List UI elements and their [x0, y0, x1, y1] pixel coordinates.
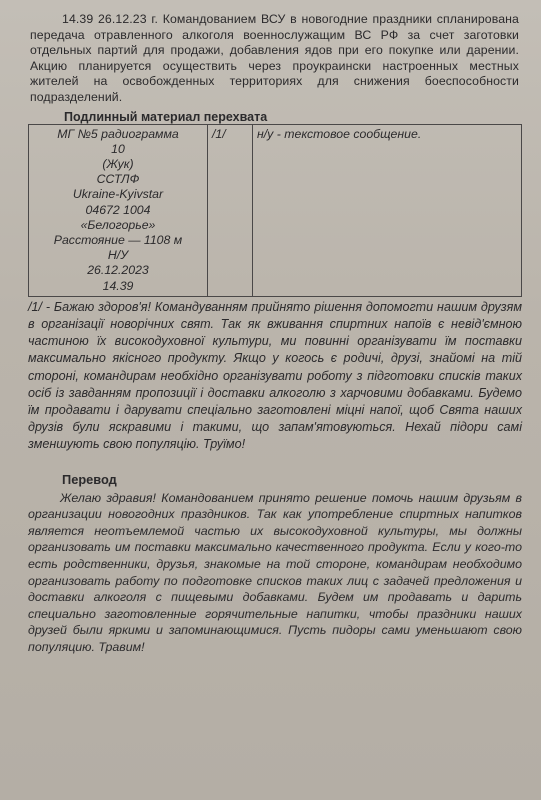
meta-line: «Белогорье» [80, 217, 156, 232]
original-text: /1/ - Бажаю здоров'я! Командуванням прийнято рішення допомогти нашим друзям в організації новорічних свят. Так як вживання спиртних напоїв є невід'ємною частиною їх високодуховної культури, ми повинні організувати їм поставки максимально якісного продукту. Якщо у когось є родичі, друзі, знайомі на тій стороні, командирам необхідно організувати роботу з підготовки списків таких осіб із завданням пропозиції і доставки алкоголю з харчовими добавками. Будемо їм продавати і дарувати спеціально заготовлені міцні напої, щоб Свята наших друзів були яскравими і такими, що запам'ятовуються. Нехай підори самі зменшують свою популяцію. Труїмо! [28, 299, 522, 452]
meta-line: Н/У [107, 248, 129, 263]
intro-paragraph [22, 12, 519, 106]
intercept-ref-cell: /1/ [208, 124, 253, 296]
meta-line: 10 [111, 141, 125, 156]
meta-line: ССТЛФ [96, 172, 140, 187]
meta-line: МГ №5 радиограмма [57, 126, 179, 141]
intro-text: 14.39 26.12.23 г. Командованием ВСУ в новогодние праздники спланирована передача отравленного алкоголя военнослужащим ВС РФ за счет заготовки отдельных партий для продажи, добавления ядов при его покупке или дарении. Акцию планируется осуществить через проукраински настроенных местных жителей на освобожденных территориях для снижения боеспособности подразделений. [30, 12, 519, 104]
intercept-meta-cell [29, 124, 208, 296]
intercept-note-cell: н/у - текстовое сообщение. [253, 124, 522, 296]
intercept-title: Подлинный материал перехвата [64, 109, 268, 124]
intercept-table [28, 124, 522, 297]
meta-line: 26.12.2023 [87, 263, 149, 278]
translation-heading: Перевод [62, 471, 117, 487]
translation-text: Желаю здравия! Командованием принято решение помочь нашим друзьям в организации новогодних праздников. Так как употребление спиртных напитков является неотъемлемой частью их высокодуховной культуры, мы должны организовать им поставки максимально качественного продукта. Если у кого-то есть родственники, друзья, знакомые на той стороне, командирам необходимо организовать работу по подготовке списков таких лиц с задачей предложения и доставки алкоголя с пищевыми добавками. Будем им продавать и дарить специально заготовленные горячительные напитки, чтобы праздники наших друзей были яркими и запоминающимися. Пусть пидоры сами уменьшают свою популяцию. Травим! [28, 490, 522, 654]
table-row [29, 124, 522, 296]
translation-paragraph [28, 490, 522, 656]
meta-line: (Жук) [102, 156, 134, 171]
meta-line: Расстояние — 1108 м [53, 232, 183, 247]
meta-line: 14.39 [102, 278, 134, 293]
meta-line: 04672 1004 [85, 202, 151, 217]
meta-line: Ukraine-Kyivstar [72, 187, 164, 202]
